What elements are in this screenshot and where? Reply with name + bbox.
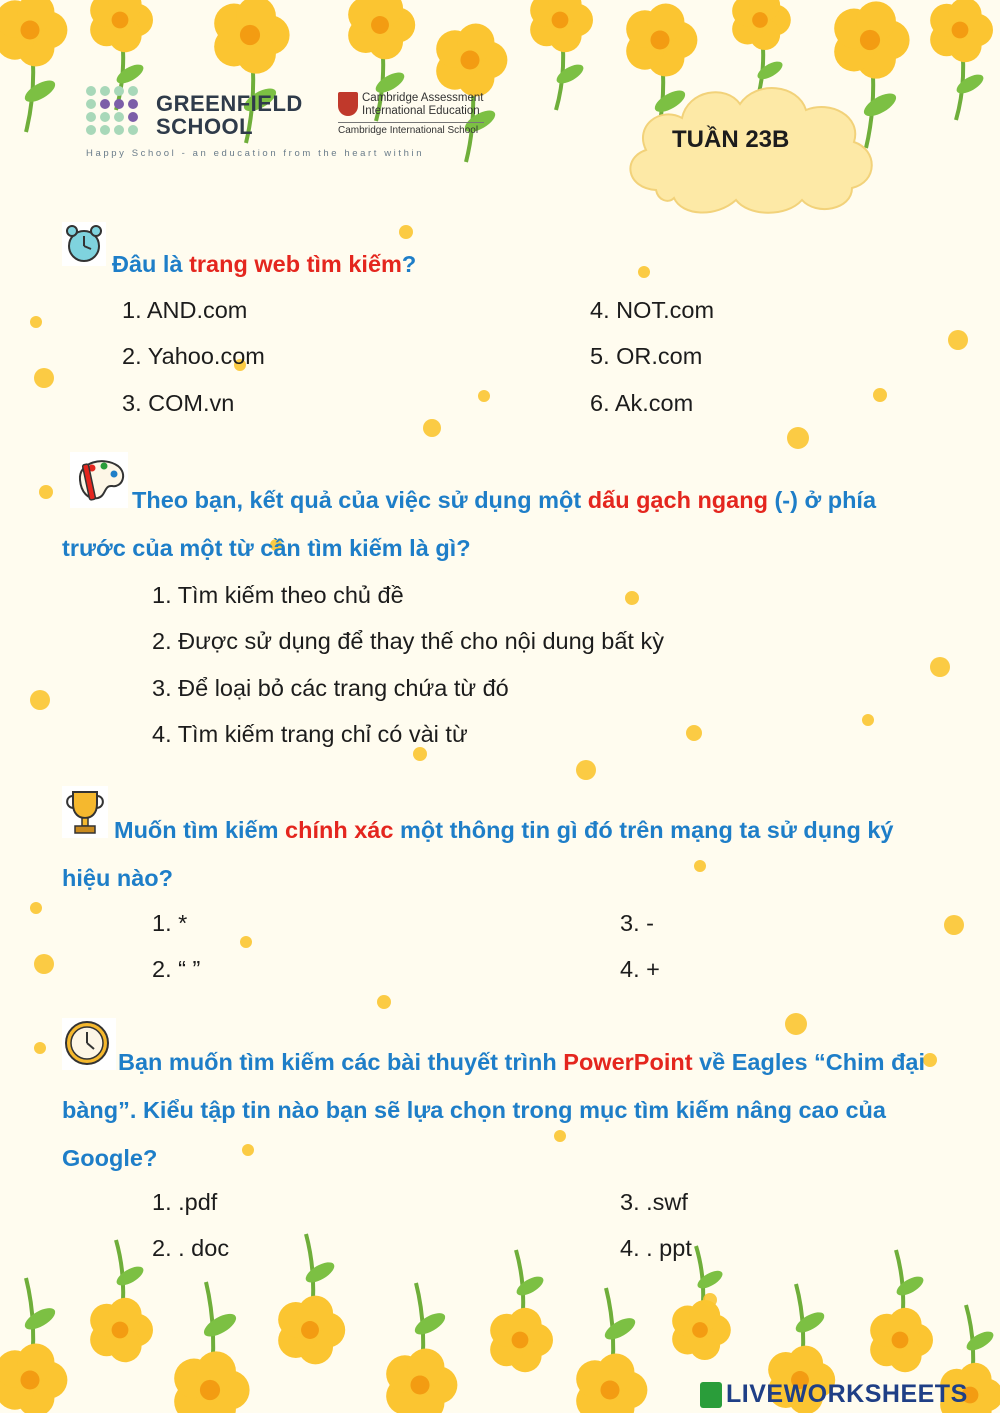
question-1 <box>112 240 932 288</box>
q2-option-2: 2. Được sử dụng để thay thế cho nội dung bất kỳ <box>152 628 664 654</box>
school-name <box>156 92 303 138</box>
logo-dot <box>100 125 110 135</box>
question-2-highlight: dấu gạch ngang <box>587 487 768 513</box>
question-4-highlight: PowerPoint <box>563 1049 693 1075</box>
q1-option-2: 2. Yahoo.com <box>122 343 265 369</box>
week-label: TUẦN 23B <box>672 126 790 153</box>
cambridge-line2: International Education <box>362 104 480 117</box>
q3-option-1: 1. * <box>152 910 188 936</box>
logo-dot <box>86 86 96 96</box>
q4-option-2: 2. . doc <box>152 1235 230 1261</box>
question-2-text-b: (-) ở phía trước của một từ cần tìm kiếm là gì? <box>62 487 877 561</box>
logo-dot <box>128 125 138 135</box>
liveworksheets-logo-icon <box>700 1382 722 1408</box>
logo-dot <box>86 112 96 122</box>
logo-dot <box>128 112 138 122</box>
logo-dot <box>128 86 138 96</box>
q1-option-4: 4. NOT.com <box>590 297 715 323</box>
q3-option-3: 3. - <box>620 910 654 936</box>
question-3-text-b: một thông tin gì đó trên mạng ta sử dụng ký hiệu nào? <box>62 817 894 891</box>
logo-dot <box>128 99 138 109</box>
logo-dot <box>86 99 96 109</box>
logo-dot <box>114 125 124 135</box>
liveworksheets-brand: LIVEWORKSHEETS <box>726 1380 968 1408</box>
q2-option-1: 1. Tìm kiếm theo chủ đề <box>152 582 404 608</box>
logo-dot <box>100 112 110 122</box>
question-1-text-a: Đâu là <box>112 251 190 277</box>
question-4-text-a: Bạn muốn tìm kiếm các bài thuyết trình <box>118 1049 564 1075</box>
school-name-line2: SCHOOL <box>156 114 254 139</box>
question-2 <box>62 476 942 572</box>
question-4-text-b: về Eagles “Chim đại bàng”. Kiểu tập tin nào bạn sẽ lựa chọn trong mục tìm kiếm nâng cao của Google? <box>62 1049 926 1171</box>
school-name-line1: GREENFIELD <box>156 91 303 116</box>
q1-option-5: 5. OR.com <box>590 343 703 369</box>
question-3-highlight: chính xác <box>285 817 394 843</box>
q1-option-1: 1. AND.com <box>122 297 248 323</box>
question-4 <box>62 1038 942 1182</box>
logo-dot <box>100 86 110 96</box>
q4-option-1: 1. .pdf <box>152 1189 218 1215</box>
cambridge-crest-icon <box>338 92 358 116</box>
q1-option-6: 6. Ak.com <box>590 390 694 416</box>
question-3-text-a: Muốn tìm kiếm <box>114 817 286 843</box>
alarm-clock-icon <box>62 222 106 266</box>
logo-dot <box>86 125 96 135</box>
cambridge-line1: Cambridge Assessment <box>362 92 484 104</box>
q2-option-4: 4. Tìm kiếm trang chỉ có vài từ <box>152 721 468 747</box>
question-1-text-b: ? <box>401 251 417 277</box>
q1-option-3: 3. COM.vn <box>122 390 235 416</box>
logo-dot <box>114 112 124 122</box>
question-2-text-a: Theo bạn, kết quả của việc sử dụng một <box>132 487 588 513</box>
logo-dot <box>114 86 124 96</box>
cambridge-sub: Cambridge International School <box>338 122 484 136</box>
question-1-highlight: trang web tìm kiếm <box>189 251 402 277</box>
logo-dot <box>114 99 124 109</box>
logo-dot <box>100 99 110 109</box>
cambridge-logo-text <box>362 92 483 117</box>
q3-option-2: 2. “ ” <box>152 956 201 982</box>
q3-option-4: 4. + <box>620 956 660 982</box>
q4-option-4: 4. . ppt <box>620 1235 692 1261</box>
school-tagline: Happy School - an education from the heart within <box>86 148 425 159</box>
q2-option-3: 3. Để loại bỏ các trang chứa từ đó <box>152 675 509 701</box>
q4-option-3: 3. .swf <box>620 1189 688 1215</box>
question-3 <box>62 806 942 902</box>
